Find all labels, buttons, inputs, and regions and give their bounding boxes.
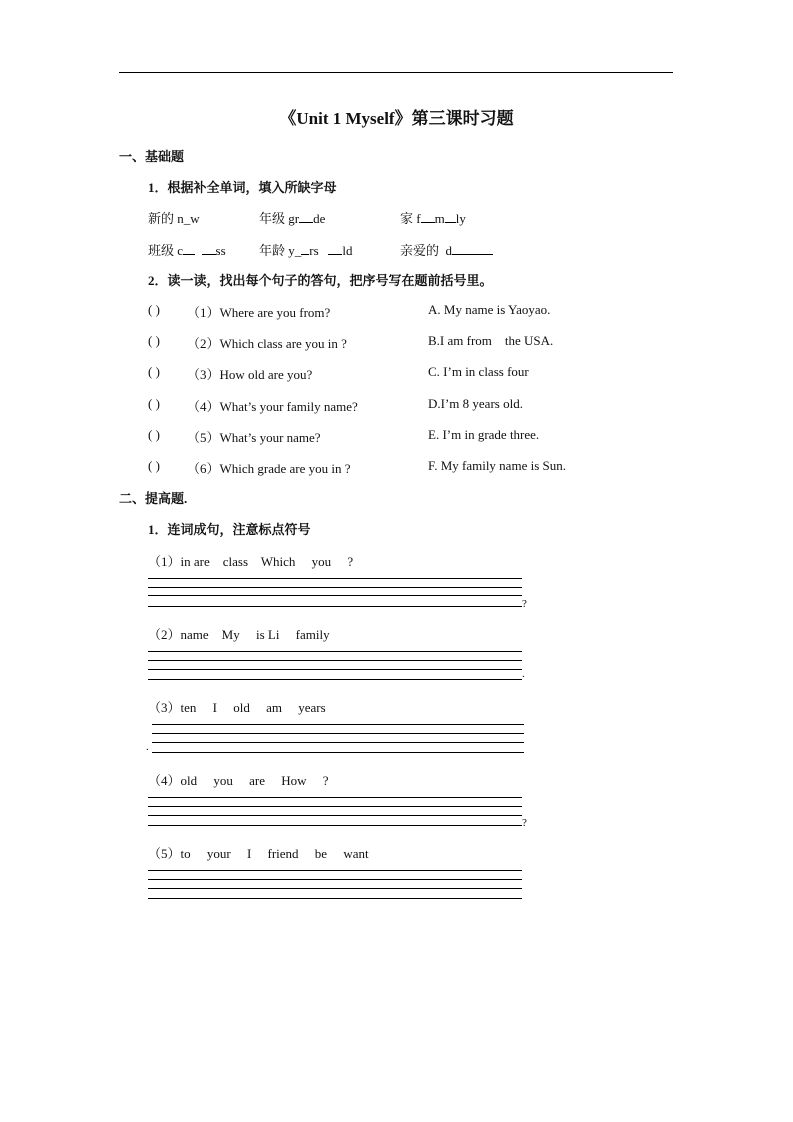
match-row (148, 458, 608, 476)
section-basic-heading: 一、基础题 (119, 149, 185, 164)
answer-option: C. I’m in class four (428, 364, 529, 379)
answer-paren[interactable]: ( ) (148, 458, 160, 473)
letter-blank[interactable] (445, 210, 456, 223)
writing-lines[interactable] (148, 863, 538, 899)
word-class: 班级 c ss (148, 243, 226, 258)
word-dear: 亲爱的 d (400, 240, 493, 259)
answer-option: D.I’m 8 years old. (428, 396, 523, 411)
writing-lines[interactable] (148, 644, 538, 680)
word-grade: 年级 gr de (259, 211, 326, 226)
scrambled-words: （3）ten I old am years (148, 700, 326, 715)
question-text: （4）What’s your family name? (187, 399, 358, 414)
end-punctuation: ? (522, 817, 527, 829)
scrambled-words: （5）to your I friend be want (148, 846, 369, 861)
letter-blank[interactable] (183, 242, 195, 255)
answer-paren[interactable]: ( ) (148, 396, 160, 411)
section-advanced-heading: 二、提高题. (119, 491, 188, 506)
sentence-exercise (148, 551, 538, 610)
answer-option: E. I’m in grade three. (428, 427, 540, 442)
sentence-exercise (148, 843, 538, 899)
sentence-q-heading: 1．连词成句，注意标点符号 (148, 522, 311, 537)
scrambled-words: （1）in are class Which you ? (148, 554, 354, 569)
q1-heading: 1．根据补全单词，填入所缺字母 (148, 180, 337, 195)
question-text: （3）How old are you? (187, 367, 313, 382)
question-text: （6）Which grade are you in ? (187, 461, 351, 476)
match-row (148, 427, 608, 445)
answer-option: A. My name is Yaoyao. (428, 302, 551, 317)
q2-heading: 2．读一读，找出每个句子的答句，把序号写在题前括号里。 (148, 273, 493, 288)
answer-paren[interactable]: ( ) (148, 427, 160, 442)
answer-option: F. My family name is Sun. (428, 458, 566, 473)
scrambled-words: （4）old you are How ? (148, 773, 329, 788)
answer-paren[interactable]: ( ) (148, 333, 160, 348)
answer-option: B.I am from the USA. (428, 333, 554, 348)
sentence-exercise (148, 770, 538, 829)
writing-lines[interactable] (148, 717, 538, 753)
letter-blank[interactable] (202, 242, 216, 255)
answer-paren[interactable]: ( ) (148, 364, 160, 379)
word-family: 家 f m ly (400, 211, 466, 226)
sentence-exercise (148, 624, 538, 680)
answer-paren[interactable]: ( ) (148, 302, 160, 317)
question-text: （2）Which class are you in ? (187, 336, 347, 351)
header-rule (119, 72, 673, 73)
end-punctuation: . (146, 741, 149, 753)
match-row (148, 396, 608, 414)
end-punctuation: ? (522, 598, 527, 610)
scrambled-words: （2）name My is Li family (148, 627, 330, 642)
question-text: （5）What’s your name? (187, 430, 321, 445)
letter-blank[interactable] (421, 210, 435, 223)
match-row (148, 333, 608, 351)
letter-blank[interactable] (452, 242, 493, 255)
match-row (148, 302, 608, 320)
word-years-old: 年龄 y_ rs ld (259, 243, 353, 258)
sentence-exercise (148, 697, 538, 753)
word-new: 新的 n_w (148, 211, 200, 226)
page-title: 《Unit 1 Myself》第三课时习题 (279, 109, 514, 128)
writing-lines[interactable] (148, 571, 538, 610)
writing-lines[interactable] (148, 790, 538, 829)
letter-blank[interactable] (328, 242, 342, 255)
end-punctuation: . (522, 668, 525, 680)
letter-blank[interactable] (299, 210, 313, 223)
match-row (148, 364, 608, 382)
question-text: （1）Where are you from? (187, 305, 331, 320)
